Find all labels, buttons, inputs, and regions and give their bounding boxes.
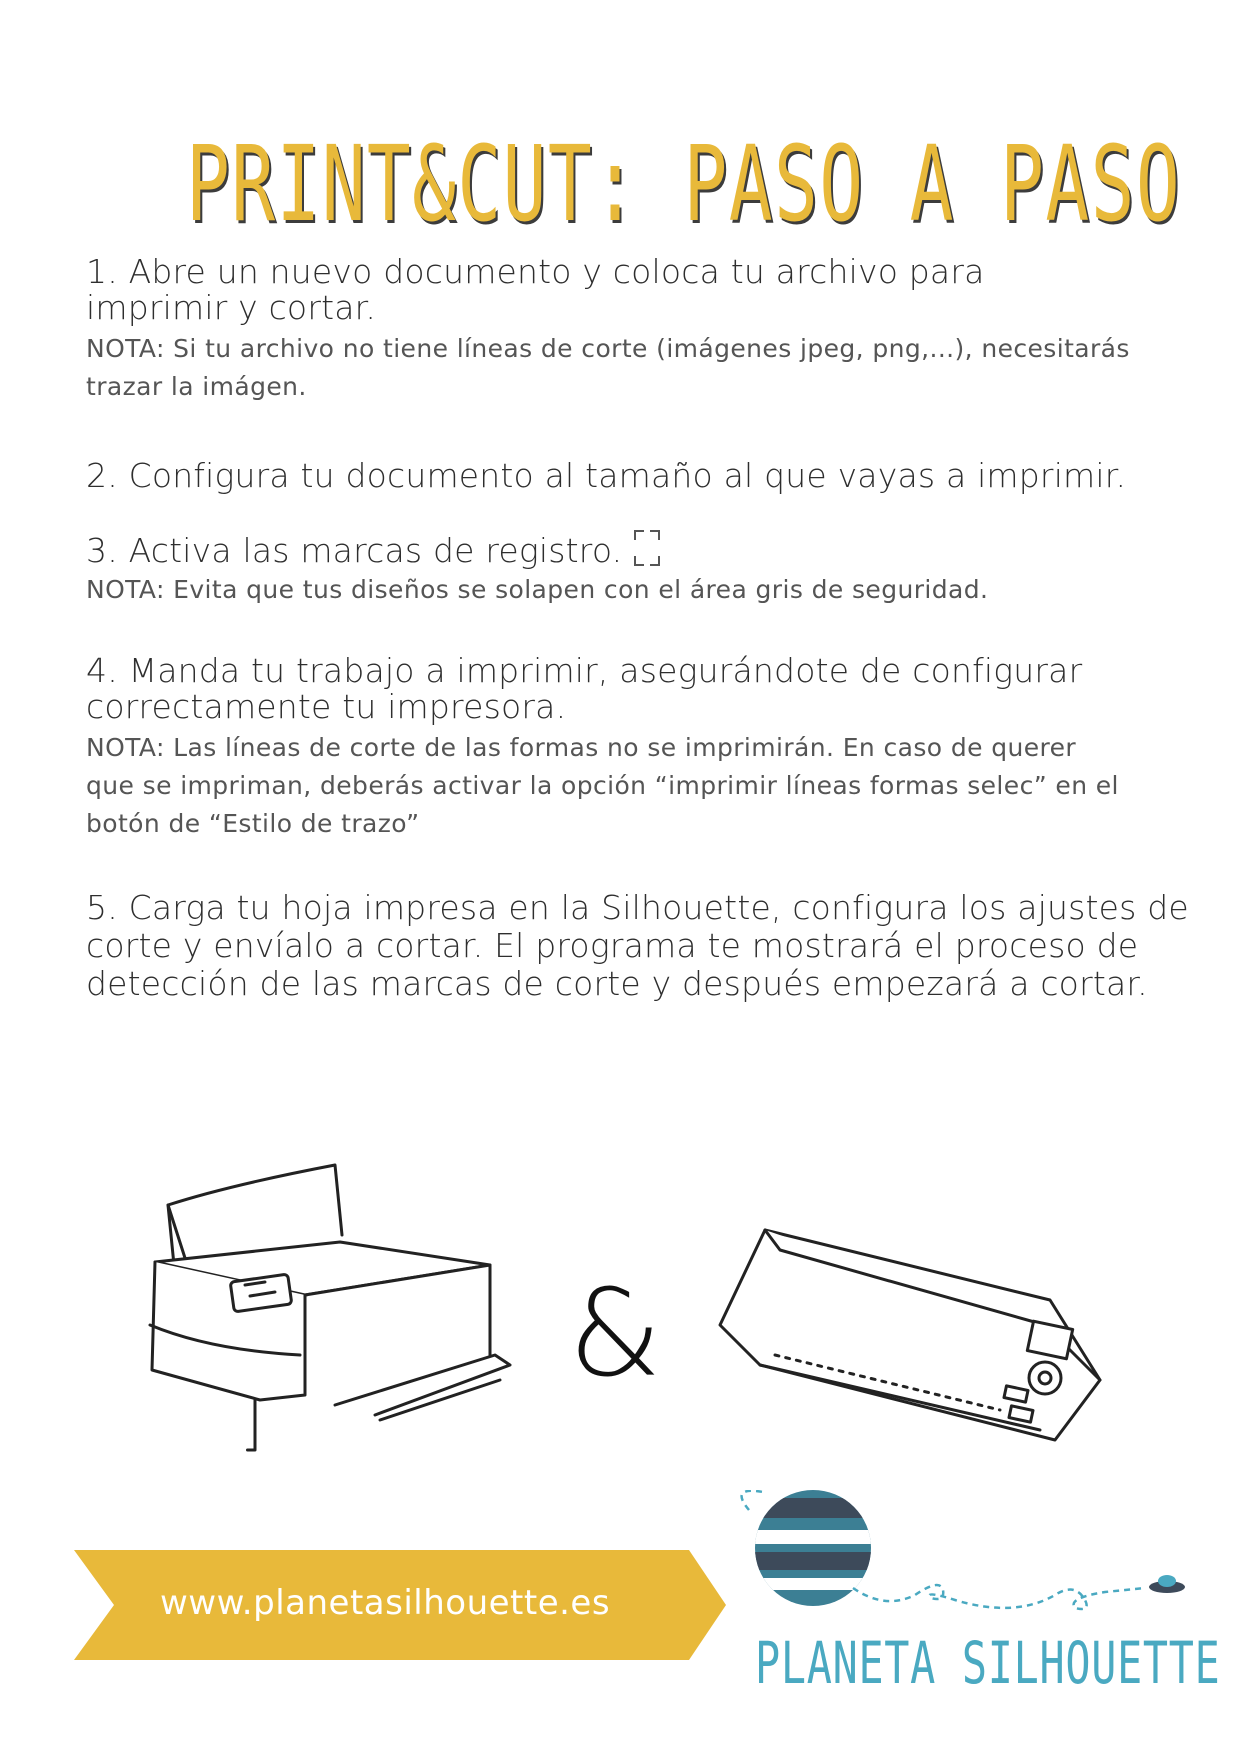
brand-name: PLANETA SILHOUETTE — [755, 1629, 1221, 1697]
step-4 — [86, 653, 1206, 843]
ampersand-connector — [568, 1265, 662, 1404]
step-1-note: NOTA: Si tu archivo no tiene líneas de corte (imágenes jpeg, png,...), necesitarás trazar la imágen. — [86, 334, 1130, 401]
step-3-note: NOTA: Evita que tus diseños se solapen con el área gris de seguridad. — [86, 575, 989, 604]
step-5-text: 5. Carga tu hoja impresa en la Silhouette, configura los ajustes de corte y envíalo a cortar. El programa te mostrará el proceso de detección de las marcas de corte y después empezará a cortar. — [86, 888, 1189, 1003]
step-5 — [86, 889, 1206, 1003]
step-4-text: 4. Manda tu trabajo a imprimir, asegurándote de configurar correctamente tu impresora. — [86, 651, 1083, 726]
illustration — [0, 1150, 1240, 1470]
step-3-text: 3. Activa las marcas de registro. — [86, 531, 623, 570]
page-title: PRINT&CUT: PASO A PASO — [186, 122, 1182, 245]
printer-icon — [150, 1165, 510, 1450]
step-2-text: 2. Configura tu documento al tamaño al que vayas a imprimir. — [86, 456, 1127, 495]
svg-text:&: & — [568, 1265, 662, 1404]
step-1 — [86, 254, 1206, 406]
step-3-line — [86, 528, 1206, 569]
step-4-note: NOTA: Las líneas de corte de las formas no se imprimirán. En caso de querer que se impriman, deberás activar la opción “imprimir líneas formas selec” en el botón de “Estilo de trazo” — [86, 733, 1119, 838]
cutting-machine-icon — [720, 1230, 1100, 1440]
registration-marks-icon — [632, 528, 662, 568]
step-2 — [86, 458, 1206, 494]
steps-list — [86, 254, 1206, 1003]
website-url[interactable]: www.planetasilhouette.es — [160, 1583, 611, 1623]
step-1-text: 1. Abre un nuevo documento y coloca tu archivo para imprimir y cortar. — [86, 252, 985, 327]
step-3 — [86, 528, 1206, 609]
